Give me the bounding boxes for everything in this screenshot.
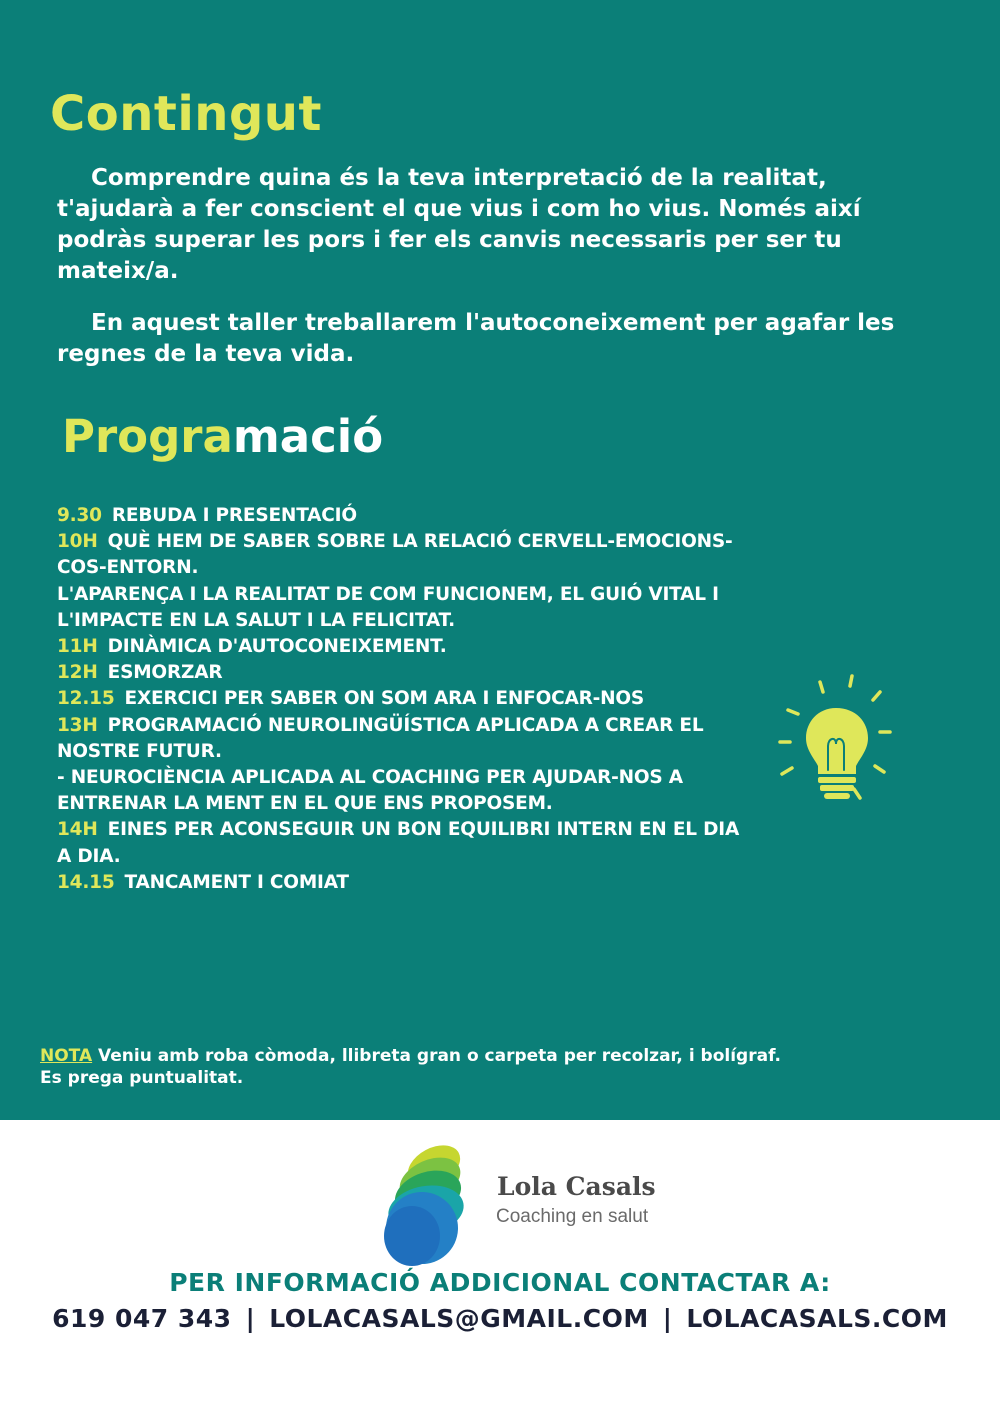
separator: | (245, 1304, 256, 1333)
brand-tagline: Coaching en salut (496, 1206, 649, 1227)
section-title-programacio: Programació (62, 410, 384, 463)
schedule-time: 12H (57, 662, 98, 684)
note-text-punctuality: Es prega puntualitat. (40, 1068, 244, 1088)
schedule-item (57, 503, 747, 529)
schedule-text: TANCAMENT I COMIAT (124, 871, 349, 893)
schedule-text: DINÀMICA D'AUTOCONEIXEMENT. (107, 636, 447, 658)
schedule-text: PROGRAMACIÓ NEUROLINGÜÍSTICA APLICADA A CREAR EL NOSTRE FUTUR. (57, 714, 704, 762)
schedule-text: QUÈ HEM DE SABER SOBRE LA RELACIÓ CERVELL-EMOCIONS-COS-ENTORN. (57, 531, 733, 579)
leaves-logo-icon (372, 1132, 482, 1272)
workshop-paragraph: En aquest taller treballarem l'autoconeixement per agafar les regnes de la teva vida. (57, 310, 895, 367)
schedule-list (57, 503, 747, 896)
note-label: NOTA (40, 1046, 93, 1066)
email-link[interactable]: LOLACASALS@GMAIL.COM (269, 1304, 649, 1333)
schedule-item (57, 713, 747, 765)
schedule-time: 13H (57, 714, 98, 736)
section-title-contingut: Contingut (50, 86, 322, 142)
schedule-item (57, 870, 747, 896)
schedule-item (57, 529, 747, 581)
note-text: Veniu amb roba còmoda, llibreta gran o carpeta per recolzar, i bolígraf. (98, 1046, 782, 1066)
schedule-text: REBUDA I PRESENTACIÓ (111, 505, 357, 526)
lightbulb-icon (772, 670, 902, 810)
schedule-item (57, 582, 747, 634)
schedule-item (57, 634, 747, 660)
schedule-text: EXERCICI PER SABER ON SOM ARA I ENFOCAR-NOS (124, 688, 645, 710)
schedule-time: 14.15 (57, 871, 115, 893)
schedule-text: EINES PER ACONSEGUIR UN BON EQUILIBRI INTERN EN EL DIA A DIA. (57, 819, 740, 867)
schedule-time: 14H (57, 819, 98, 841)
phone-number[interactable]: 619 047 343 (52, 1304, 232, 1333)
schedule-text: L'APARENÇA I LA REALITAT DE COM FUNCIONEM, EL GUIÓ VITAL I L'IMPACTE EN LA SALUT I LA FELICITAT. (57, 583, 719, 631)
schedule-item (57, 660, 747, 686)
brand-name: Lola Casals (497, 1172, 656, 1201)
contact-line (0, 1304, 1000, 1333)
schedule-item (57, 817, 747, 869)
schedule-time: 10H (57, 531, 98, 553)
intro-paragraph: Comprendre quina és la teva interpretació de la realitat, t'ajudarà a fer conscient el que vius i com ho vius. Només així podràs superar les pors i fer els canvis necessaris per ser tu mateix/a. (57, 165, 861, 284)
schedule-time: 9.30 (57, 505, 102, 526)
schedule-time: 12.15 (57, 688, 115, 710)
note-block (40, 1045, 940, 1089)
website-link[interactable]: LOLACASALS.COM (686, 1304, 948, 1333)
contact-heading: PER INFORMACIÓ ADDICIONAL CONTACTAR A: (169, 1268, 831, 1297)
schedule-item (57, 765, 747, 817)
separator: | (662, 1304, 673, 1333)
schedule-text: ESMORZAR (107, 662, 223, 684)
schedule-item (57, 686, 747, 712)
schedule-text: - NEUROCIÈNCIA APLICADA AL COACHING PER AJUDAR-NOS A ENTRENAR LA MENT EN EL QUE ENS PROPOSEM. (57, 767, 683, 815)
schedule-time: 11H (57, 636, 98, 658)
